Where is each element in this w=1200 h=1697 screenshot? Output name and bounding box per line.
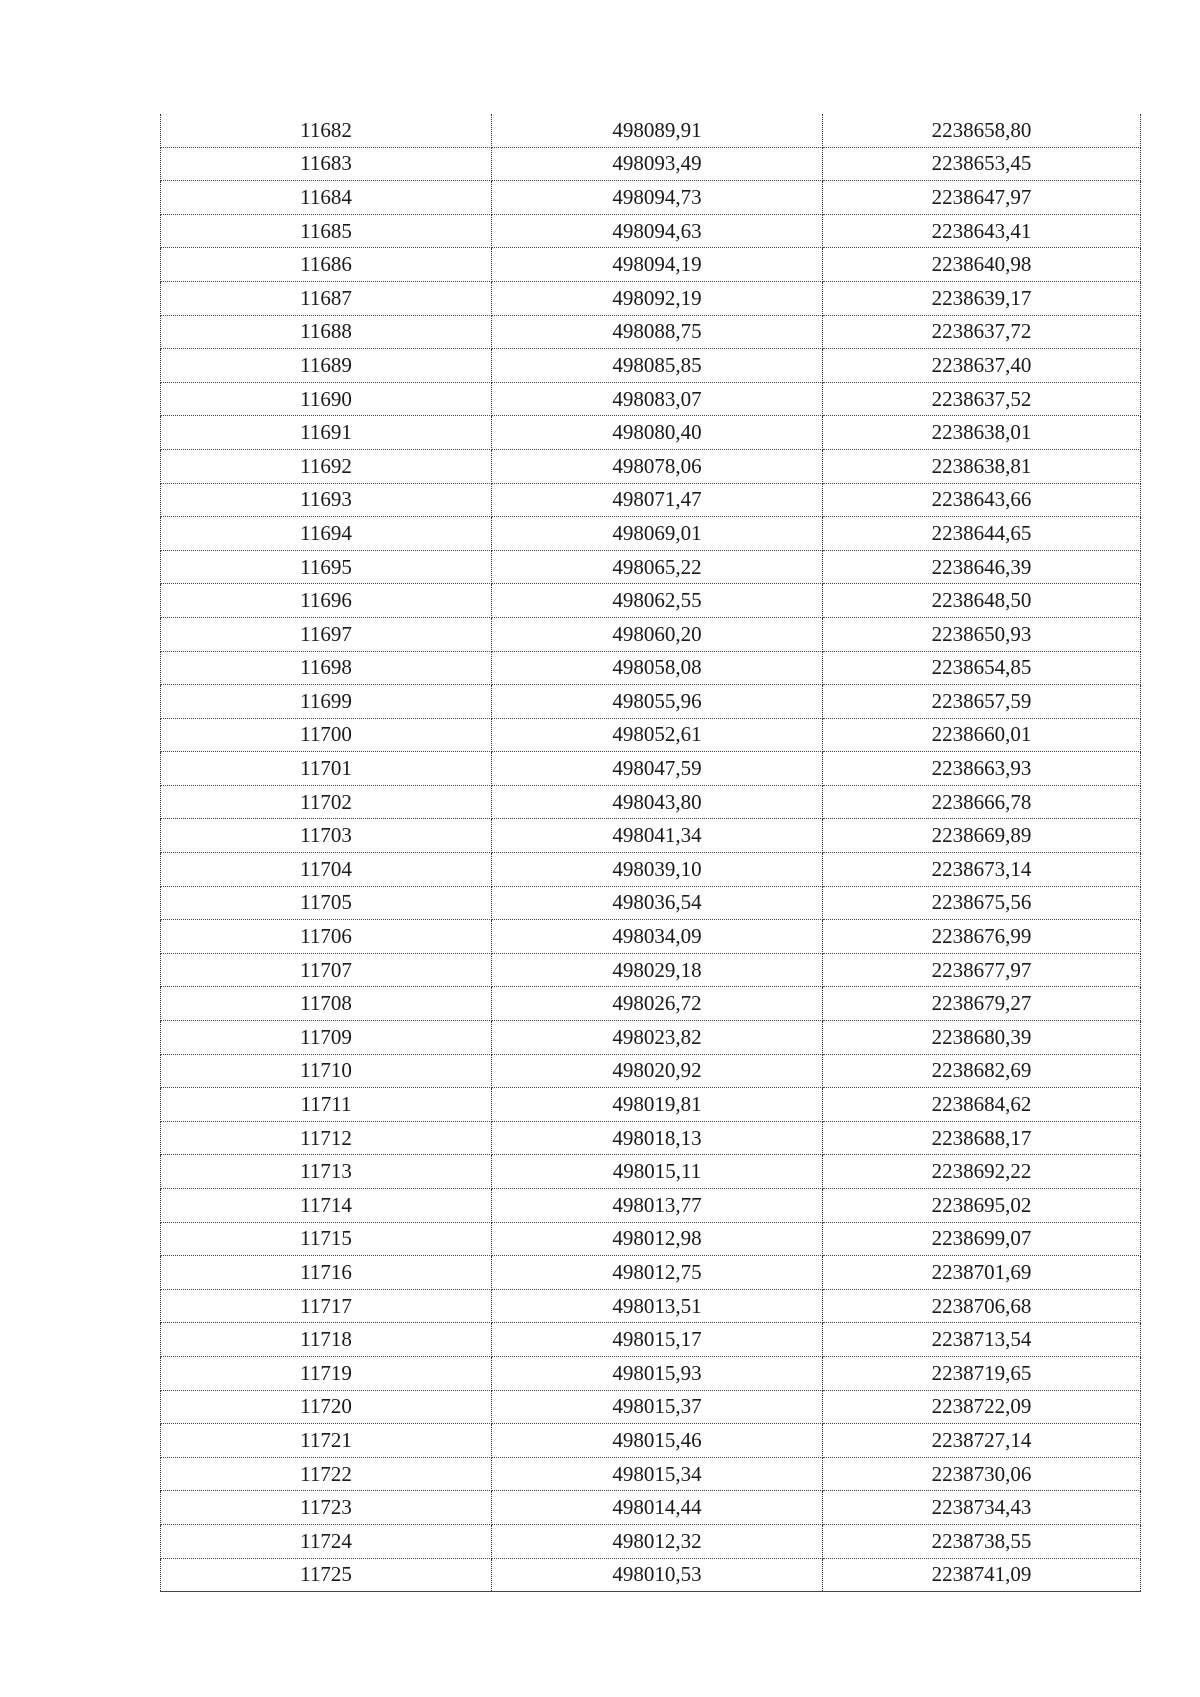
x-coordinate-cell: 498052,61 xyxy=(492,718,823,752)
y-coordinate-cell: 2238660,01 xyxy=(823,718,1141,752)
point-number-cell: 11716 xyxy=(161,1256,492,1290)
point-number-cell: 11692 xyxy=(161,449,492,483)
y-coordinate-cell: 2238663,93 xyxy=(823,752,1141,786)
table-row xyxy=(161,1424,1141,1458)
y-coordinate-cell: 2238692,22 xyxy=(823,1155,1141,1189)
point-number-cell: 11702 xyxy=(161,785,492,819)
y-coordinate-cell: 2238682,69 xyxy=(823,1054,1141,1088)
point-number-cell: 11684 xyxy=(161,181,492,215)
y-coordinate-cell: 2238727,14 xyxy=(823,1424,1141,1458)
table-row xyxy=(161,819,1141,853)
table-row xyxy=(161,785,1141,819)
table-row xyxy=(161,1189,1141,1223)
x-coordinate-cell: 498034,09 xyxy=(492,920,823,954)
y-coordinate-cell: 2238644,65 xyxy=(823,517,1141,551)
point-number-cell: 11720 xyxy=(161,1390,492,1424)
y-coordinate-cell: 2238673,14 xyxy=(823,853,1141,887)
table-row xyxy=(161,1457,1141,1491)
x-coordinate-cell: 498010,53 xyxy=(492,1558,823,1592)
table-row xyxy=(161,886,1141,920)
point-number-cell: 11723 xyxy=(161,1491,492,1525)
point-number-cell: 11706 xyxy=(161,920,492,954)
point-number-cell: 11717 xyxy=(161,1289,492,1323)
table-row xyxy=(161,214,1141,248)
x-coordinate-cell: 498026,72 xyxy=(492,987,823,1021)
point-number-cell: 11690 xyxy=(161,382,492,416)
y-coordinate-cell: 2238699,07 xyxy=(823,1222,1141,1256)
x-coordinate-cell: 498043,80 xyxy=(492,785,823,819)
point-number-cell: 11686 xyxy=(161,248,492,282)
x-coordinate-cell: 498023,82 xyxy=(492,1021,823,1055)
x-coordinate-cell: 498014,44 xyxy=(492,1491,823,1525)
point-number-cell: 11715 xyxy=(161,1222,492,1256)
x-coordinate-cell: 498012,32 xyxy=(492,1524,823,1558)
x-coordinate-cell: 498093,49 xyxy=(492,147,823,181)
point-number-cell: 11709 xyxy=(161,1021,492,1055)
y-coordinate-cell: 2238741,09 xyxy=(823,1558,1141,1592)
table-row xyxy=(161,1155,1141,1189)
point-number-cell: 11705 xyxy=(161,886,492,920)
table-row xyxy=(161,651,1141,685)
y-coordinate-cell: 2238648,50 xyxy=(823,584,1141,618)
y-coordinate-cell: 2238688,17 xyxy=(823,1121,1141,1155)
point-number-cell: 11718 xyxy=(161,1323,492,1357)
table-row xyxy=(161,181,1141,215)
x-coordinate-cell: 498085,85 xyxy=(492,349,823,383)
point-number-cell: 11721 xyxy=(161,1424,492,1458)
coordinates-table xyxy=(160,114,1141,1592)
x-coordinate-cell: 498015,46 xyxy=(492,1424,823,1458)
y-coordinate-cell: 2238643,66 xyxy=(823,483,1141,517)
y-coordinate-cell: 2238666,78 xyxy=(823,785,1141,819)
y-coordinate-cell: 2238646,39 xyxy=(823,550,1141,584)
table-row xyxy=(161,550,1141,584)
x-coordinate-cell: 498015,93 xyxy=(492,1356,823,1390)
table-row xyxy=(161,1222,1141,1256)
y-coordinate-cell: 2238701,69 xyxy=(823,1256,1141,1290)
y-coordinate-cell: 2238695,02 xyxy=(823,1189,1141,1223)
y-coordinate-cell: 2238640,98 xyxy=(823,248,1141,282)
x-coordinate-cell: 498083,07 xyxy=(492,382,823,416)
table-row xyxy=(161,1289,1141,1323)
y-coordinate-cell: 2238677,97 xyxy=(823,953,1141,987)
table-row xyxy=(161,1491,1141,1525)
table-row xyxy=(161,382,1141,416)
table-row xyxy=(161,517,1141,551)
x-coordinate-cell: 498071,47 xyxy=(492,483,823,517)
point-number-cell: 11687 xyxy=(161,281,492,315)
point-number-cell: 11688 xyxy=(161,315,492,349)
coordinates-table-body xyxy=(161,114,1141,1592)
y-coordinate-cell: 2238706,68 xyxy=(823,1289,1141,1323)
point-number-cell: 11725 xyxy=(161,1558,492,1592)
y-coordinate-cell: 2238658,80 xyxy=(823,114,1141,147)
y-coordinate-cell: 2238637,40 xyxy=(823,349,1141,383)
table-row xyxy=(161,584,1141,618)
point-number-cell: 11695 xyxy=(161,550,492,584)
x-coordinate-cell: 498062,55 xyxy=(492,584,823,618)
x-coordinate-cell: 498094,19 xyxy=(492,248,823,282)
y-coordinate-cell: 2238638,81 xyxy=(823,449,1141,483)
x-coordinate-cell: 498055,96 xyxy=(492,685,823,719)
x-coordinate-cell: 498015,37 xyxy=(492,1390,823,1424)
x-coordinate-cell: 498089,91 xyxy=(492,114,823,147)
point-number-cell: 11682 xyxy=(161,114,492,147)
point-number-cell: 11683 xyxy=(161,147,492,181)
x-coordinate-cell: 498065,22 xyxy=(492,550,823,584)
x-coordinate-cell: 498015,34 xyxy=(492,1457,823,1491)
table-row xyxy=(161,349,1141,383)
x-coordinate-cell: 498015,11 xyxy=(492,1155,823,1189)
x-coordinate-cell: 498058,08 xyxy=(492,651,823,685)
x-coordinate-cell: 498047,59 xyxy=(492,752,823,786)
table-row xyxy=(161,1558,1141,1592)
x-coordinate-cell: 498012,98 xyxy=(492,1222,823,1256)
x-coordinate-cell: 498094,73 xyxy=(492,181,823,215)
x-coordinate-cell: 498013,51 xyxy=(492,1289,823,1323)
y-coordinate-cell: 2238654,85 xyxy=(823,651,1141,685)
point-number-cell: 11685 xyxy=(161,214,492,248)
table-row xyxy=(161,1356,1141,1390)
x-coordinate-cell: 498013,77 xyxy=(492,1189,823,1223)
x-coordinate-cell: 498020,92 xyxy=(492,1054,823,1088)
table-row xyxy=(161,1121,1141,1155)
point-number-cell: 11694 xyxy=(161,517,492,551)
table-row xyxy=(161,449,1141,483)
x-coordinate-cell: 498039,10 xyxy=(492,853,823,887)
table-row xyxy=(161,752,1141,786)
table-row xyxy=(161,315,1141,349)
table-row xyxy=(161,114,1141,147)
point-number-cell: 11713 xyxy=(161,1155,492,1189)
table-row xyxy=(161,1390,1141,1424)
y-coordinate-cell: 2238730,06 xyxy=(823,1457,1141,1491)
x-coordinate-cell: 498069,01 xyxy=(492,517,823,551)
x-coordinate-cell: 498092,19 xyxy=(492,281,823,315)
table-row xyxy=(161,281,1141,315)
point-number-cell: 11696 xyxy=(161,584,492,618)
y-coordinate-cell: 2238676,99 xyxy=(823,920,1141,954)
y-coordinate-cell: 2238639,17 xyxy=(823,281,1141,315)
table-row xyxy=(161,987,1141,1021)
point-number-cell: 11714 xyxy=(161,1189,492,1223)
y-coordinate-cell: 2238657,59 xyxy=(823,685,1141,719)
x-coordinate-cell: 498019,81 xyxy=(492,1088,823,1122)
point-number-cell: 11693 xyxy=(161,483,492,517)
table-row xyxy=(161,617,1141,651)
point-number-cell: 11700 xyxy=(161,718,492,752)
point-number-cell: 11708 xyxy=(161,987,492,1021)
y-coordinate-cell: 2238734,43 xyxy=(823,1491,1141,1525)
point-number-cell: 11724 xyxy=(161,1524,492,1558)
y-coordinate-cell: 2238669,89 xyxy=(823,819,1141,853)
y-coordinate-cell: 2238637,52 xyxy=(823,382,1141,416)
table-row xyxy=(161,1021,1141,1055)
table-row xyxy=(161,1054,1141,1088)
table-row xyxy=(161,147,1141,181)
table-row xyxy=(161,483,1141,517)
y-coordinate-cell: 2238713,54 xyxy=(823,1323,1141,1357)
y-coordinate-cell: 2238738,55 xyxy=(823,1524,1141,1558)
point-number-cell: 11698 xyxy=(161,651,492,685)
y-coordinate-cell: 2238722,09 xyxy=(823,1390,1141,1424)
table-row xyxy=(161,853,1141,887)
table-row xyxy=(161,953,1141,987)
x-coordinate-cell: 498036,54 xyxy=(492,886,823,920)
x-coordinate-cell: 498088,75 xyxy=(492,315,823,349)
point-number-cell: 11699 xyxy=(161,685,492,719)
y-coordinate-cell: 2238650,93 xyxy=(823,617,1141,651)
x-coordinate-cell: 498078,06 xyxy=(492,449,823,483)
table-row xyxy=(161,685,1141,719)
point-number-cell: 11704 xyxy=(161,853,492,887)
y-coordinate-cell: 2238680,39 xyxy=(823,1021,1141,1055)
table-row xyxy=(161,248,1141,282)
table-row xyxy=(161,1256,1141,1290)
y-coordinate-cell: 2238684,62 xyxy=(823,1088,1141,1122)
x-coordinate-cell: 498041,34 xyxy=(492,819,823,853)
point-number-cell: 11710 xyxy=(161,1054,492,1088)
point-number-cell: 11722 xyxy=(161,1457,492,1491)
y-coordinate-cell: 2238653,45 xyxy=(823,147,1141,181)
y-coordinate-cell: 2238647,97 xyxy=(823,181,1141,215)
y-coordinate-cell: 2238637,72 xyxy=(823,315,1141,349)
point-number-cell: 11707 xyxy=(161,953,492,987)
point-number-cell: 11703 xyxy=(161,819,492,853)
x-coordinate-cell: 498060,20 xyxy=(492,617,823,651)
point-number-cell: 11689 xyxy=(161,349,492,383)
x-coordinate-cell: 498029,18 xyxy=(492,953,823,987)
table-row xyxy=(161,1323,1141,1357)
table-row xyxy=(161,1524,1141,1558)
x-coordinate-cell: 498018,13 xyxy=(492,1121,823,1155)
y-coordinate-cell: 2238675,56 xyxy=(823,886,1141,920)
point-number-cell: 11691 xyxy=(161,416,492,450)
point-number-cell: 11697 xyxy=(161,617,492,651)
y-coordinate-cell: 2238679,27 xyxy=(823,987,1141,1021)
y-coordinate-cell: 2238638,01 xyxy=(823,416,1141,450)
table-row xyxy=(161,1088,1141,1122)
x-coordinate-cell: 498094,63 xyxy=(492,214,823,248)
x-coordinate-cell: 498015,17 xyxy=(492,1323,823,1357)
table-row xyxy=(161,416,1141,450)
point-number-cell: 11719 xyxy=(161,1356,492,1390)
table-row xyxy=(161,920,1141,954)
y-coordinate-cell: 2238719,65 xyxy=(823,1356,1141,1390)
point-number-cell: 11712 xyxy=(161,1121,492,1155)
y-coordinate-cell: 2238643,41 xyxy=(823,214,1141,248)
table-row xyxy=(161,718,1141,752)
x-coordinate-cell: 498012,75 xyxy=(492,1256,823,1290)
point-number-cell: 11711 xyxy=(161,1088,492,1122)
point-number-cell: 11701 xyxy=(161,752,492,786)
x-coordinate-cell: 498080,40 xyxy=(492,416,823,450)
